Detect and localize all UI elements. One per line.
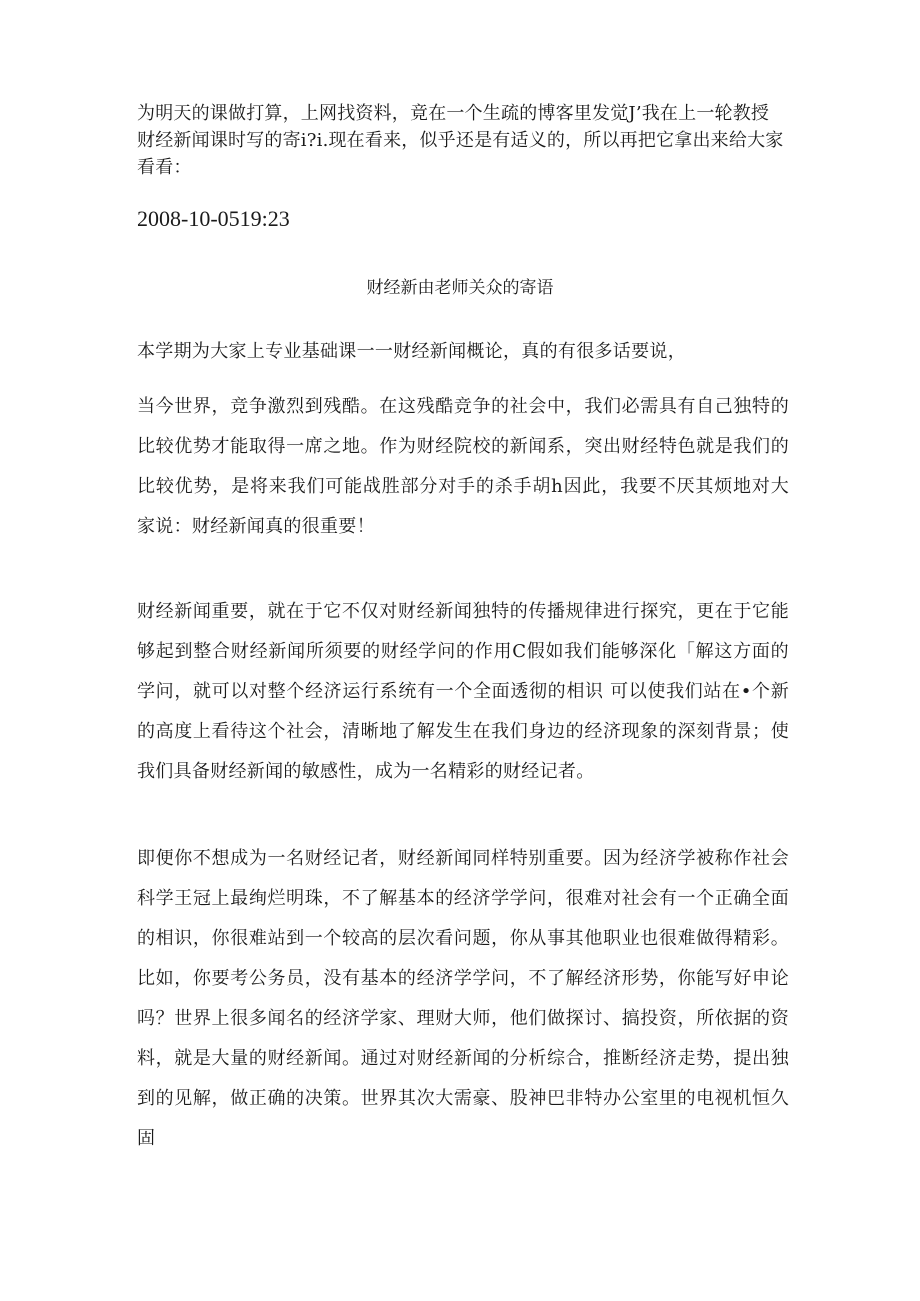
- intro-paragraph: 为明天的课做打算，上网找资料，竟在一个生疏的博客里发觉J’我在上一轮教授财经新闻课时写的寄i?i.现在看来，似乎还是有适义的，所以再把它拿出来给大家看看：: [137, 103, 784, 178]
- body-paragraph-4: 即便你不想成为一名财经记者，财经新闻同样特别重要。因为经济学被称作社会科学王冠上最绚烂明珠，不了解基本的经济学学问，很难对社会有一个正确全面的相识，你很难站到一个较高的层次看问题，你从事其他职业也很难做得精彩。比如，你要考公务员，没有基本的经济学学问，不了解经济形势，你能写好申论吗？世界上很多闻名的经济学家、理财大师，他们做探讨、搞投资，所依据的资料，就是大量的财经新闻。通过对财经新闻的分析综合，推断经济走势，提出独到的见解，做正确的决策。世界其次大需豪、股神巴非特办公室里的电视机恒久固: [137, 848, 789, 1149]
- body-paragraph-1: 本学期为大家上专业基础课一一财经新闻概论，真的有很多话要说，: [137, 341, 686, 362]
- body-paragraph-3: 财经新闻重要，就在于它不仅对财经新闻独特的传播规律进行探究，更在于它能够起到整合财经新闻所须要的财经学问的作用C假如我们能够深化「解这方面的学问，就可以对整个经济运行系统有一个全面透彻的相识 可以使我们站在•个新的高度上看待这个社会，清晰地了解发生在我们身边的经济现象的深刻背景；使我们具备财经新闻的敏感性，成为一名精彩的财经记者。: [137, 601, 789, 782]
- article-title: 财经新由老师关众的寄语: [366, 278, 554, 298]
- body-paragraph-2: 当今世界，竞争激烈到残酷。在这残酷竞争的社会中，我们必需具有自己独特的比较优势才能取得一席之地。作为财经院校的新闻系，突出财经特色就是我们的比较优势，是将来我们可能战胜部分对手的杀手胡h因此，我要不厌其烦地对大家说：财经新闻真的很重要！: [137, 396, 789, 537]
- post-datetime: 2008-10-0519:23: [137, 206, 290, 231]
